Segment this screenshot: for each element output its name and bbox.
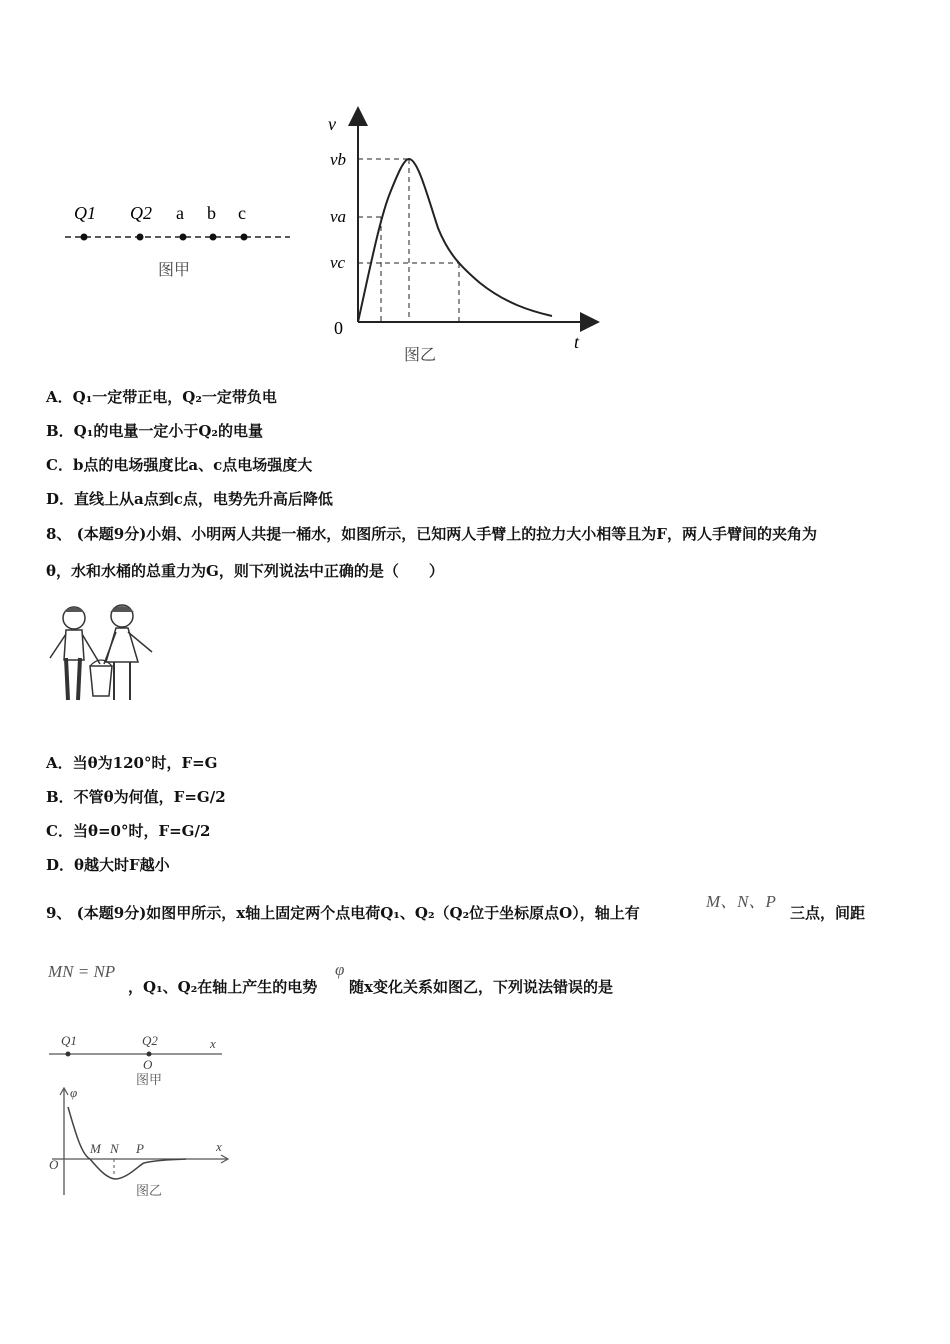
charge-q2-dot [137, 234, 144, 241]
charge-q1-dot [81, 234, 88, 241]
q8-stem-line1: 8、 (本题9分)小娟、小明两人共提一桶水，如图所示，已知两人手臂上的拉力大小相等且为F，两人手臂间的夹角为 [46, 525, 817, 543]
potential-curve [68, 1107, 186, 1179]
q7-option-c[interactable]: C．b点的电场强度比a、c点电场强度大 [46, 456, 313, 474]
label-b: b [207, 203, 216, 223]
figure-jia-bottom [44, 1030, 244, 1090]
two-children-bucket-illustration [44, 600, 159, 710]
point-c-dot [241, 234, 248, 241]
origin-label: 0 [334, 318, 343, 338]
q7-option-d[interactable]: D．直线上从a点到c点，电势先升高后降低 [46, 490, 333, 508]
label-q2-bottom: Q2 [142, 1033, 158, 1048]
axis-v-label: v [328, 114, 336, 134]
tick-vc: vc [330, 253, 346, 272]
velocity-curve [358, 159, 552, 322]
label-c: c [238, 203, 246, 223]
point-b-dot [210, 234, 217, 241]
q8-option-d[interactable]: D．θ越大时F越小 [46, 856, 170, 874]
label-x-bottom: x [210, 1036, 216, 1051]
label-q1-bottom: Q1 [61, 1033, 77, 1048]
label-q2: Q2 [130, 203, 152, 223]
axis-x-label-bottom: x [216, 1139, 222, 1154]
origin-o-label: O [49, 1157, 59, 1172]
q9-stem-line1: 9、 (本题9分)如图甲所示，x轴上固定两个点电荷Q₁、Q₂（Q₂位于坐标原点O），轴上有 [46, 904, 640, 922]
figure-yi-top [320, 108, 600, 368]
label-o-bottom: O [143, 1057, 153, 1072]
label-q1: Q1 [74, 203, 96, 223]
tick-vb: vb [330, 150, 347, 169]
label-a: a [176, 203, 184, 223]
caption-yi-bottom: 图乙 [136, 1184, 163, 1199]
point-m-label: M [90, 1141, 101, 1156]
q9-stem-line2: ，Q₁、Q₂在轴上产生的电势 [128, 978, 318, 996]
caption-yi-top: 图乙 [404, 345, 437, 364]
q7-option-a[interactable]: A．Q₁一定带正电，Q₂一定带负电 [46, 388, 277, 406]
tick-va: va [330, 207, 347, 226]
q7-option-b[interactable]: B．Q₁的电量一定小于Q₂的电量 [46, 422, 263, 440]
caption-jia-top: 图甲 [158, 260, 191, 279]
point-a-dot [180, 234, 187, 241]
point-p-label: P [136, 1141, 144, 1156]
q8-option-c[interactable]: C．当θ=0°时，F=G/2 [46, 822, 211, 840]
point-n-label: N [110, 1141, 119, 1156]
q9-stem-line2-end: 随x变化关系如图乙，下列说法错误的是 [349, 978, 613, 996]
caption-jia-bottom: 图甲 [136, 1073, 163, 1088]
q8-option-a[interactable]: A．当θ为120°时，F=G [46, 754, 218, 772]
axis-phi-label: φ [70, 1085, 78, 1100]
figure-jia-top [60, 195, 300, 285]
q8-stem-line2: θ，水和水桶的总重力为G，则下列说法中正确的是（ ） [46, 562, 444, 580]
axis-t-label: t [574, 332, 580, 352]
q9-phi: φ [335, 960, 345, 979]
q9-points-mnp: M、N、P [706, 892, 776, 911]
q8-option-b[interactable]: B．不管θ为何值，F=G/2 [46, 788, 226, 806]
q9-stem-line1-end: 三点，间距 [790, 904, 866, 922]
figure-yi-bottom [44, 1085, 244, 1205]
q9-mn-np: MN = NP [48, 962, 116, 981]
